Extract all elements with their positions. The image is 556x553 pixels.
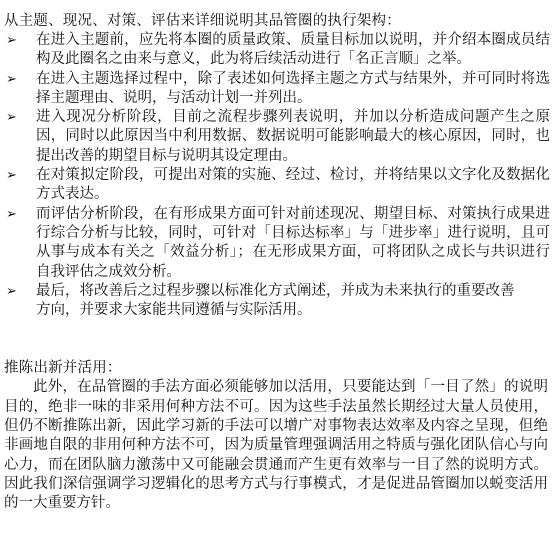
bullet-text-evaluation: 而评估分析阶段，在有形成果方面可针对前述现况、期望目标、对策执行成果进行综合分析与比较，同时，可针对「目标达标率」与「进步率」进行说明，且可从事与成本有关之「效益分析」；在无形成果方面，可将团队之成长与共识进行自我评估之成效分析。: [36, 205, 550, 280]
list-item: [4, 166, 550, 205]
bullet-continuation-text: 方向，并要求大家能共同遵循与实际活用。: [36, 302, 312, 319]
bullet-arrow-icon: ➢: [6, 168, 17, 184]
bullet-text-countermeasure: 在对策拟定阶段，可提出对策的实施、经过、检讨，并将结果以文字化及数据化方式表达。: [36, 167, 550, 203]
list-item: [4, 108, 550, 166]
list-item: [4, 31, 550, 70]
bullet-arrow-icon: ➢: [6, 33, 17, 48]
section-heading-architecture: 从主题、现况、对策、评估来详细说明其品管圈的执行架构：: [4, 13, 401, 29]
bullet-text-analysis: 进入现况分析阶段，目前之流程步骤列表说明，并加以分析造成问题产生之原因，同时以此原因当中利用数据、数据说明可能影响最大的核心原因，同时，也提出改善的期望目标与说明其设定理由。: [36, 109, 550, 164]
section-spacer: [4, 320, 550, 358]
bullet-text-selection: 在进入主题选择过程中，除了表述如何选择主题之方式与结果外，并可同时将选择主题理由、说明，与活动计划一并列出。: [36, 70, 550, 106]
bullet-arrow-icon: ➢: [6, 283, 17, 299]
bullet-list: [4, 31, 550, 301]
body-paragraph: 此外，在品管圈的手法方面必须能够加以活用，只要能达到「一目了然」的说明目的，绝非一味的非采用何种方法不可。因为这些手法虽然长期经过大量人员使用，但仍不断推陈出新，因此学习新的手法可以增广对事物表达效率及内容之呈现，但绝非画地自限的非用何种方法不可，因为质量管理强调活用之特质与强化团队信心与向心力，而在团队脑力激荡中又可能融会贯通而产生更有效率与一目了然的说明方式。因此我们深信强调学习逻辑化的思考方式与行事模式，才是促进品管圈加以蜕变活用的一大重要方针。: [4, 379, 548, 512]
list-item: [4, 70, 550, 109]
bullet-arrow-icon: ➢: [6, 110, 17, 126]
bullet-arrow-icon: ➢: [6, 206, 17, 222]
bullet-text-standardize: 最后，将改善后之过程步骤以标准化方式阐述，并成为未来执行的重要改善: [36, 282, 515, 299]
list-item: [4, 205, 550, 282]
list-item: [4, 282, 550, 301]
section-heading-innovate: 推陈出新并活用：: [4, 360, 122, 377]
bullet-arrow-icon: ➢: [6, 71, 17, 87]
bullet-text-theme: 在进入主题前，应先将本圈的质量政策、质量目标加以说明，并介绍本圈成员结构及此圈名之由来与意义，此为将后续活动进行「名正言顺」之举。: [36, 32, 550, 68]
